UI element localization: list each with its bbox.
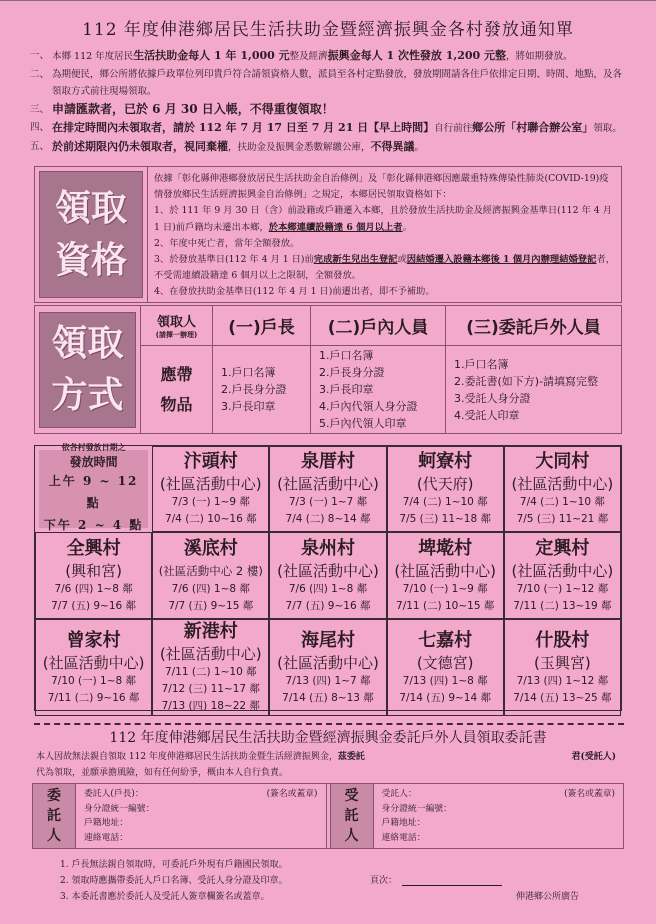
village-name: 泉州村 bbox=[300, 537, 355, 559]
emphasis-text: 不得異議 bbox=[370, 139, 415, 153]
village-location: (社區活動中心) bbox=[511, 475, 614, 493]
delegator-fields[interactable] bbox=[76, 784, 326, 848]
emphasis-text: 因結婚遷入設籍本鄉後 1 個月內辦理結婚登記 bbox=[406, 254, 597, 266]
text: 或 bbox=[397, 254, 407, 266]
sign-hint: (簽名或蓋章) bbox=[564, 789, 615, 799]
village-cell bbox=[269, 446, 386, 532]
notice-number: 一、 bbox=[30, 50, 50, 61]
delegatee-phone-field[interactable]: 連絡電話： bbox=[381, 832, 426, 843]
village-cell bbox=[152, 446, 269, 532]
qualification-line bbox=[154, 236, 615, 252]
item: 2.戶長身分證 bbox=[319, 366, 385, 379]
village-location: (社區活動中心) bbox=[42, 653, 145, 672]
text: 者，不受需連續設籍達 6 個月以上之限制，全額發放。 bbox=[154, 254, 615, 282]
item: 2.委託書(如下方)-請填寫完整 bbox=[454, 374, 599, 388]
method-table bbox=[34, 305, 622, 434]
statement-text: 代為領取，並願承擔風險，如有任何紛爭，概由本人自行負責。 bbox=[36, 768, 289, 778]
village-date: 7/10 (一) 1~9 鄰 bbox=[402, 582, 488, 595]
village-date: 7/11 (二) 10~15 鄰 bbox=[396, 599, 495, 612]
text: ，扶助金及振興金悉數解繳公庫， bbox=[228, 141, 371, 153]
item: 4.戶內代領人身分證 bbox=[319, 400, 418, 413]
village-name: 汴頭村 bbox=[183, 451, 238, 472]
delegatee-name-field[interactable]: 受託人： bbox=[381, 789, 417, 799]
issuer: 伸港鄉公所廣告 bbox=[516, 892, 580, 902]
village-date: 7/3 (一) 1~7 鄰 bbox=[288, 496, 368, 508]
text: 1、於 111 年 9 月 30 日（含）前設籍或戶籍遷入本鄉，且於發放生活扶助金及經濟振興金基準日(112 年 4 月 1 日)前戶籍均未遷出本鄉， bbox=[154, 205, 612, 233]
note-item: 1. 戶長無法親自領取時，可委託戶外現有戶籍國民領取。 bbox=[60, 860, 288, 870]
village-name: 泉厝村 bbox=[300, 451, 355, 472]
item: 3.戶長印章 bbox=[319, 383, 374, 396]
item: 5.戶內代領人印章 bbox=[319, 417, 407, 430]
delegation-notes bbox=[60, 857, 360, 905]
qualification-line bbox=[154, 203, 615, 235]
item: 1.戶口名簿 bbox=[221, 366, 276, 379]
note-item: 2. 領取時應攜帶委託人戶口名簿、受託人身分證及印章。 bbox=[60, 876, 288, 886]
village-location: (社區活動中心) bbox=[277, 561, 379, 580]
village-name: 曾家村 bbox=[66, 629, 121, 651]
village-location: (文德宮) bbox=[416, 653, 474, 672]
village-date: 7/4 (二) 8~14 鄰 bbox=[285, 513, 371, 525]
village-name: 埤墘村 bbox=[418, 537, 473, 559]
village-name: 海尾村 bbox=[300, 629, 355, 651]
village-cell bbox=[269, 532, 386, 619]
text: 為期便民，鄉公所將依據戶政單位列印貴戶符合請領資格人數，派員至各村定點發放，發放期間請各住戶依排定日期、時間、地點，及各領取方式前往現場領取。 bbox=[52, 68, 623, 98]
delegatee-suffix: 君(受託人) bbox=[571, 752, 616, 762]
statement-line bbox=[36, 749, 616, 765]
emphasis-text: 鄉公所「村聯合辦公室」 bbox=[472, 121, 594, 135]
time-title: 發放時間 bbox=[69, 455, 118, 469]
village-date: 7/13 (四) 1~12 鄰 bbox=[516, 674, 609, 687]
village-cell bbox=[504, 446, 621, 532]
text: 領取。 bbox=[593, 123, 622, 135]
option-head-member: (二)戶內人員 bbox=[311, 306, 446, 346]
method-label bbox=[39, 312, 136, 428]
village-name: 大同村 bbox=[535, 451, 590, 472]
notice-item bbox=[30, 119, 630, 138]
village-cell bbox=[504, 619, 621, 716]
recipient-note: (請擇一辦理) bbox=[155, 331, 198, 339]
option-items bbox=[446, 346, 622, 434]
village-location: (社區活動中心) bbox=[159, 645, 262, 663]
qualification-label bbox=[39, 171, 143, 298]
qualification-text bbox=[147, 167, 621, 302]
emphasis-text: 生活扶助金每人 1 年 1,000 元 bbox=[133, 49, 290, 62]
village-date: 7/10 (一) 1~8 鄰 bbox=[51, 674, 137, 687]
time-pm: 下午 2 ~ 4 點 bbox=[43, 518, 144, 532]
village-date: 7/4 (二) 1~10 鄰 bbox=[402, 496, 488, 508]
village-name: 全興村 bbox=[66, 537, 121, 559]
emphasis-text: 完成新生兒出生登記 bbox=[313, 254, 398, 266]
items-label: 物品 bbox=[160, 394, 193, 414]
village-name: 什股村 bbox=[535, 629, 590, 651]
emphasis-text: 於前述期限內仍未領取者，視同棄權 bbox=[52, 139, 228, 153]
time-note: 依各村發放日期之 bbox=[61, 442, 126, 452]
village-location: (社區活動中心) bbox=[394, 561, 497, 580]
text: 2、年度中死亡者，當年全額發放。 bbox=[154, 237, 300, 249]
notice-list bbox=[30, 47, 630, 157]
label-line: 資格 bbox=[54, 239, 127, 281]
village-location: (社區活動中心 2 樓) bbox=[158, 563, 263, 578]
label-char: 人 bbox=[344, 828, 359, 844]
delegator-name-field[interactable]: 委託人(戶長)： bbox=[84, 789, 144, 799]
qualification-line bbox=[154, 171, 615, 203]
emphasis-text: 於本鄉連續設籍達 6 個月以上者 bbox=[268, 221, 403, 233]
notice-text bbox=[52, 101, 334, 120]
label-line: 領取 bbox=[51, 322, 124, 364]
village-location: (玉興宮) bbox=[534, 653, 591, 672]
option-head-delegate: (三)委託戶外人員 bbox=[446, 306, 622, 346]
label-char: 託 bbox=[344, 808, 359, 824]
text: ，將如期發放。 bbox=[506, 51, 573, 62]
option-head-household: (一)戶長 bbox=[213, 306, 311, 346]
village-cell bbox=[387, 619, 504, 716]
item: 3.受託人身分證 bbox=[454, 391, 531, 405]
page-number-label: 頁次： bbox=[370, 876, 398, 886]
village-cell bbox=[35, 619, 152, 716]
label-char: 委 bbox=[47, 788, 61, 804]
item: 3.戶長印章 bbox=[221, 400, 276, 413]
item: 4.受託人印章 bbox=[454, 408, 520, 422]
qualification-section bbox=[34, 166, 622, 303]
village-name: 溪底村 bbox=[183, 537, 238, 559]
notice-text bbox=[52, 138, 424, 157]
village-date: 7/4 (二) 1~10 鄰 bbox=[519, 496, 605, 508]
village-location: (代天府) bbox=[416, 475, 474, 493]
village-cell bbox=[269, 619, 386, 716]
option-items bbox=[311, 346, 446, 434]
text: 本鄉 112 年度居民 bbox=[52, 51, 134, 62]
village-name: 定興村 bbox=[535, 537, 590, 559]
option-items bbox=[213, 346, 311, 434]
village-date: 7/6 (四) 1~8 鄰 bbox=[171, 582, 250, 595]
text: 4、在發放扶助金基準日(112 年 4 月 1 日)前遷出者，即不予補助。 bbox=[154, 286, 435, 298]
notice-number: 四、 bbox=[30, 122, 50, 134]
village-date: 7/13 (四) 1~8 鄰 bbox=[402, 674, 488, 687]
items-label: 應帶 bbox=[160, 364, 193, 384]
delegatee-id-field[interactable]: 身分證統一編號： bbox=[381, 803, 452, 814]
item: 2.戶長身分證 bbox=[221, 383, 287, 396]
village-location: (社區活動中心) bbox=[511, 561, 614, 580]
village-cell bbox=[504, 532, 621, 619]
statement-text: 本人因故無法親自領取 112 年度伸港鄉居民生活扶助金暨生活經濟振興金， bbox=[36, 752, 338, 762]
notice-number: 三、 bbox=[30, 103, 50, 115]
delegator-phone-field[interactable]: 連絡電話： bbox=[84, 832, 128, 843]
delegator-id-field[interactable]: 身分證統一編號： bbox=[84, 803, 155, 814]
village-date: 7/11 (二) 13~19 鄰 bbox=[513, 599, 612, 612]
emphasis-text: 振興金每人 1 次性發放 1,200 元整 bbox=[327, 49, 507, 62]
notice-item bbox=[30, 138, 630, 157]
village-cell bbox=[387, 532, 504, 619]
village-date: 7/13 (四) 18~22 鄰 bbox=[161, 700, 260, 712]
emphasis-text: 在排定時間內未領取者，請於 112 年 7 月 17 日至 7 月 21 日【早上時間】 bbox=[52, 121, 435, 135]
note-item: 3. 本委託書應於委託人及受託人簽章欄簽名或蓋章。 bbox=[60, 892, 270, 902]
delegatee-label bbox=[331, 784, 374, 848]
field-row bbox=[382, 787, 616, 802]
village-date: 7/4 (二) 10~16 鄰 bbox=[164, 513, 257, 525]
village-name: 新港村 bbox=[183, 621, 238, 642]
village-date: 7/6 (四) 1~8 鄰 bbox=[54, 582, 133, 595]
delegation-title: 112 年度伸港鄉居民生活扶助金暨經濟振興金委託戶外人員領取委託書 bbox=[109, 730, 547, 746]
village-date: 7/5 (三) 11~21 鄰 bbox=[516, 513, 609, 525]
qualification-line bbox=[154, 252, 615, 284]
notice-number: 五、 bbox=[30, 140, 50, 152]
emphasis-text: 申請匯款者，已於 6 月 30 日入帳，不得重復領取！ bbox=[52, 101, 334, 116]
statement-main bbox=[36, 749, 365, 765]
village-location: (社區活動中心) bbox=[277, 475, 379, 493]
village-date: 7/12 (三) 11~17 鄰 bbox=[161, 683, 260, 695]
delegator-label bbox=[33, 784, 76, 848]
text: 。 bbox=[402, 221, 412, 233]
time-cell bbox=[35, 442, 152, 532]
text: 3、於發放基準日(112 年 4 月 1 日)前 bbox=[154, 254, 314, 266]
village-name: 蚵寮村 bbox=[418, 451, 473, 472]
label-line: 方式 bbox=[51, 374, 124, 416]
text: 整及經濟 bbox=[289, 51, 328, 62]
village-cell bbox=[152, 532, 269, 619]
item: 1.戶口名簿 bbox=[319, 349, 374, 362]
statement-bold: 茲委託 bbox=[337, 752, 365, 762]
recipient-label: 領取人 bbox=[156, 315, 196, 330]
village-date: 7/11 (二) 9~16 鄰 bbox=[47, 691, 140, 704]
village-name: 七嘉村 bbox=[418, 629, 473, 651]
village-date: 7/7 (五) 9~15 鄰 bbox=[168, 599, 254, 612]
page-number-blank[interactable] bbox=[402, 885, 502, 886]
notice-item bbox=[30, 47, 630, 66]
village-location: (社區活動中心) bbox=[277, 653, 379, 672]
delegator-address-field[interactable]: 戶籍地址： bbox=[84, 818, 128, 828]
delegation-form bbox=[32, 783, 624, 849]
village-date: 7/5 (三) 11~18 鄰 bbox=[399, 513, 491, 525]
page-title: 112 年度伸港鄉居民生活扶助金暨經濟振興金各村發放通知單 bbox=[82, 20, 574, 40]
notice-text bbox=[52, 66, 630, 101]
village-date: 7/7 (五) 9~16 鄰 bbox=[285, 599, 371, 612]
village-date: 7/7 (五) 9~16 鄰 bbox=[51, 599, 137, 612]
village-location: (社區活動中心) bbox=[159, 475, 262, 493]
village-date: 7/3 (一) 1~9 鄰 bbox=[171, 496, 250, 508]
village-location: (興和宮) bbox=[65, 561, 122, 580]
village-date: 7/6 (四) 1~8 鄰 bbox=[288, 582, 368, 595]
label-char: 受 bbox=[344, 788, 359, 804]
notice-item bbox=[30, 66, 630, 101]
notice-item bbox=[30, 101, 630, 120]
qualification-line bbox=[154, 284, 615, 300]
cut-line-divider bbox=[34, 723, 624, 725]
notice-text bbox=[52, 47, 573, 66]
field-row bbox=[84, 787, 318, 802]
text: 依據「彰化縣伸港鄉發放居民生活扶助金自治條例」及「彰化縣伸港鄉因應嚴重特殊傳染性肺炎(COVID-19)疫情發放鄉民生活經濟振興金自治條例」之規定，本鄉居民領取資格如下： bbox=[154, 173, 609, 201]
label-char: 人 bbox=[47, 828, 61, 844]
village-schedule-grid bbox=[34, 442, 622, 712]
text: 。 bbox=[414, 141, 425, 153]
delegatee-address-field[interactable]: 戶籍地址： bbox=[381, 818, 426, 828]
village-date: 7/13 (四) 1~7 鄰 bbox=[285, 674, 371, 687]
village-cell bbox=[152, 619, 269, 716]
village-date: 7/10 (一) 1~12 鄰 bbox=[516, 582, 609, 595]
sign-hint: (簽名或蓋章) bbox=[266, 789, 318, 799]
village-date: 7/11 (二) 1~10 鄰 bbox=[164, 666, 257, 678]
village-date: 7/14 (五) 13~25 鄰 bbox=[513, 691, 612, 704]
notice-number: 二、 bbox=[30, 68, 50, 80]
delegatee-fields[interactable] bbox=[374, 784, 624, 848]
text: 自行前往 bbox=[434, 123, 473, 135]
delegation-statement bbox=[36, 749, 616, 781]
village-cell bbox=[35, 532, 152, 619]
item: 1.戶口名簿 bbox=[454, 357, 509, 371]
notice-text bbox=[52, 119, 622, 138]
village-date: 7/14 (五) 9~14 鄰 bbox=[399, 691, 491, 704]
village-cell bbox=[387, 446, 504, 532]
time-am: 上午 9 ~ 12 點 bbox=[48, 474, 139, 510]
village-date: 7/14 (五) 8~13 鄰 bbox=[282, 691, 374, 704]
label-line: 領取 bbox=[54, 187, 127, 229]
label-char: 託 bbox=[47, 808, 61, 824]
